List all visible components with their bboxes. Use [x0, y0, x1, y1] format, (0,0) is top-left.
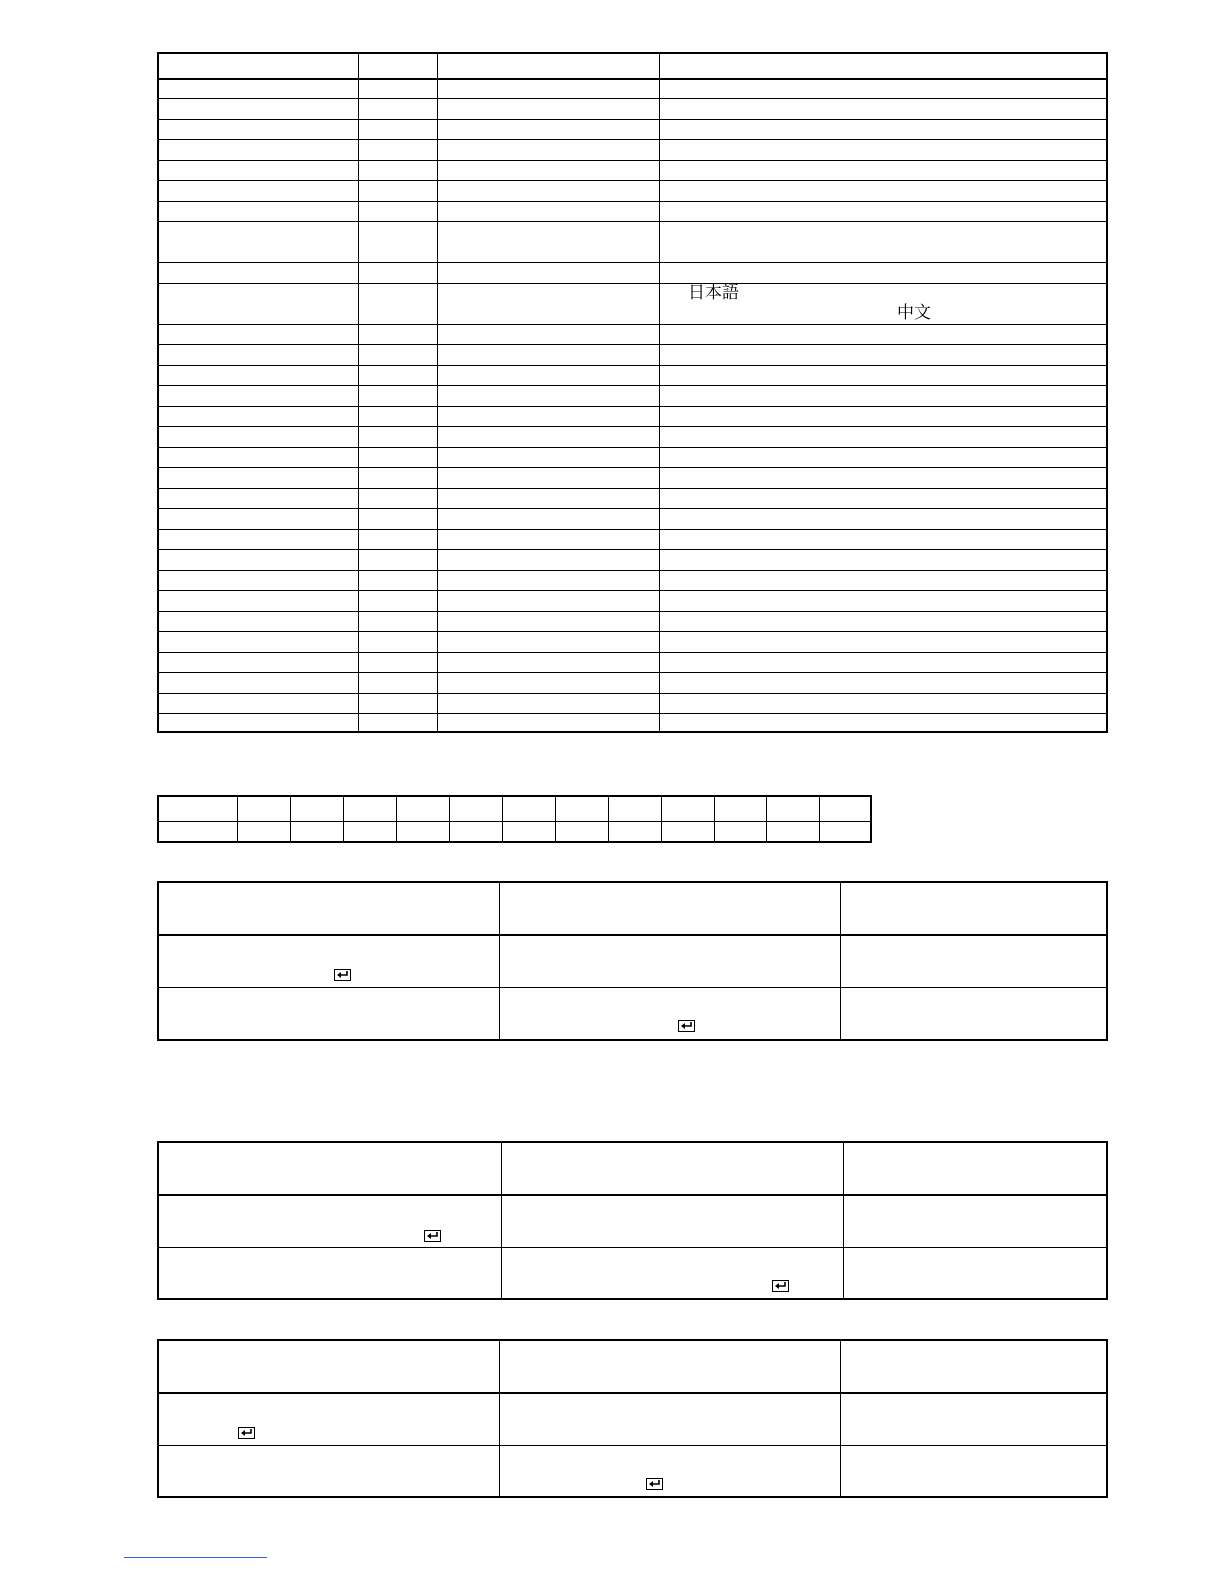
- enter-key-icon: [334, 969, 351, 981]
- column-divider: [502, 797, 503, 841]
- column-divider: [499, 883, 500, 1039]
- row-divider: [159, 201, 1106, 202]
- row-divider: [159, 570, 1106, 571]
- row-divider: [159, 283, 1106, 284]
- settings-table: [157, 52, 1108, 733]
- row-divider: [159, 508, 1106, 509]
- column-divider: [659, 54, 660, 731]
- column-divider: [237, 797, 238, 841]
- row-divider: [159, 139, 1106, 140]
- row-divider: [159, 119, 1106, 120]
- row-divider: [159, 1445, 1106, 1446]
- header-divider: [159, 934, 1106, 936]
- row-divider: [159, 98, 1106, 99]
- row-divider: [159, 426, 1106, 427]
- enter-key-icon: [646, 1478, 663, 1490]
- language-option-chinese: 中文: [897, 303, 931, 323]
- row-divider: [159, 693, 1106, 694]
- column-divider: [840, 883, 841, 1039]
- procedure-table-3: [157, 1339, 1108, 1498]
- procedure-table-1: [157, 881, 1108, 1041]
- column-divider: [449, 797, 450, 841]
- row-divider: [159, 221, 1106, 222]
- column-divider: [819, 797, 820, 841]
- column-divider: [437, 54, 438, 731]
- row-divider: [159, 488, 1106, 489]
- enter-key-icon: [772, 1280, 789, 1292]
- column-divider: [714, 797, 715, 841]
- column-divider: [396, 797, 397, 841]
- column-divider: [840, 1341, 841, 1496]
- enter-key-icon: [238, 1427, 255, 1439]
- row-divider: [159, 385, 1106, 386]
- enter-key-icon: [424, 1230, 441, 1242]
- row-divider: [159, 262, 1106, 263]
- row-divider: [159, 529, 1106, 530]
- code-grid-table: [157, 795, 872, 843]
- row-divider: [159, 365, 1106, 366]
- column-divider: [843, 1143, 844, 1298]
- row-divider: [159, 1247, 1106, 1248]
- column-divider: [555, 797, 556, 841]
- column-divider: [501, 1143, 502, 1298]
- header-divider: [159, 78, 1106, 80]
- column-divider: [343, 797, 344, 841]
- column-divider: [499, 1341, 500, 1496]
- row-divider: [159, 611, 1106, 612]
- row-divider: [159, 549, 1106, 550]
- row-divider: [159, 180, 1106, 181]
- row-divider: [159, 713, 1106, 714]
- row-divider: [159, 406, 1106, 407]
- row-divider: [159, 821, 870, 822]
- column-divider: [290, 797, 291, 841]
- row-divider: [159, 987, 1106, 988]
- row-divider: [159, 672, 1106, 673]
- column-divider: [661, 797, 662, 841]
- row-divider: [159, 652, 1106, 653]
- header-divider: [159, 1392, 1106, 1394]
- row-divider: [159, 344, 1106, 345]
- column-divider: [608, 797, 609, 841]
- row-divider: [159, 467, 1106, 468]
- language-option-japanese: 日本語: [688, 283, 739, 303]
- column-divider: [358, 54, 359, 731]
- row-divider: [159, 324, 1106, 325]
- row-divider: [159, 447, 1106, 448]
- procedure-table-2: [157, 1141, 1108, 1300]
- enter-key-icon: [678, 1020, 695, 1032]
- row-divider: [159, 590, 1106, 591]
- row-divider: [159, 631, 1106, 632]
- header-divider: [159, 1194, 1106, 1196]
- column-divider: [766, 797, 767, 841]
- row-divider: [159, 160, 1106, 161]
- footer-link-underline[interactable]: [124, 1557, 267, 1558]
